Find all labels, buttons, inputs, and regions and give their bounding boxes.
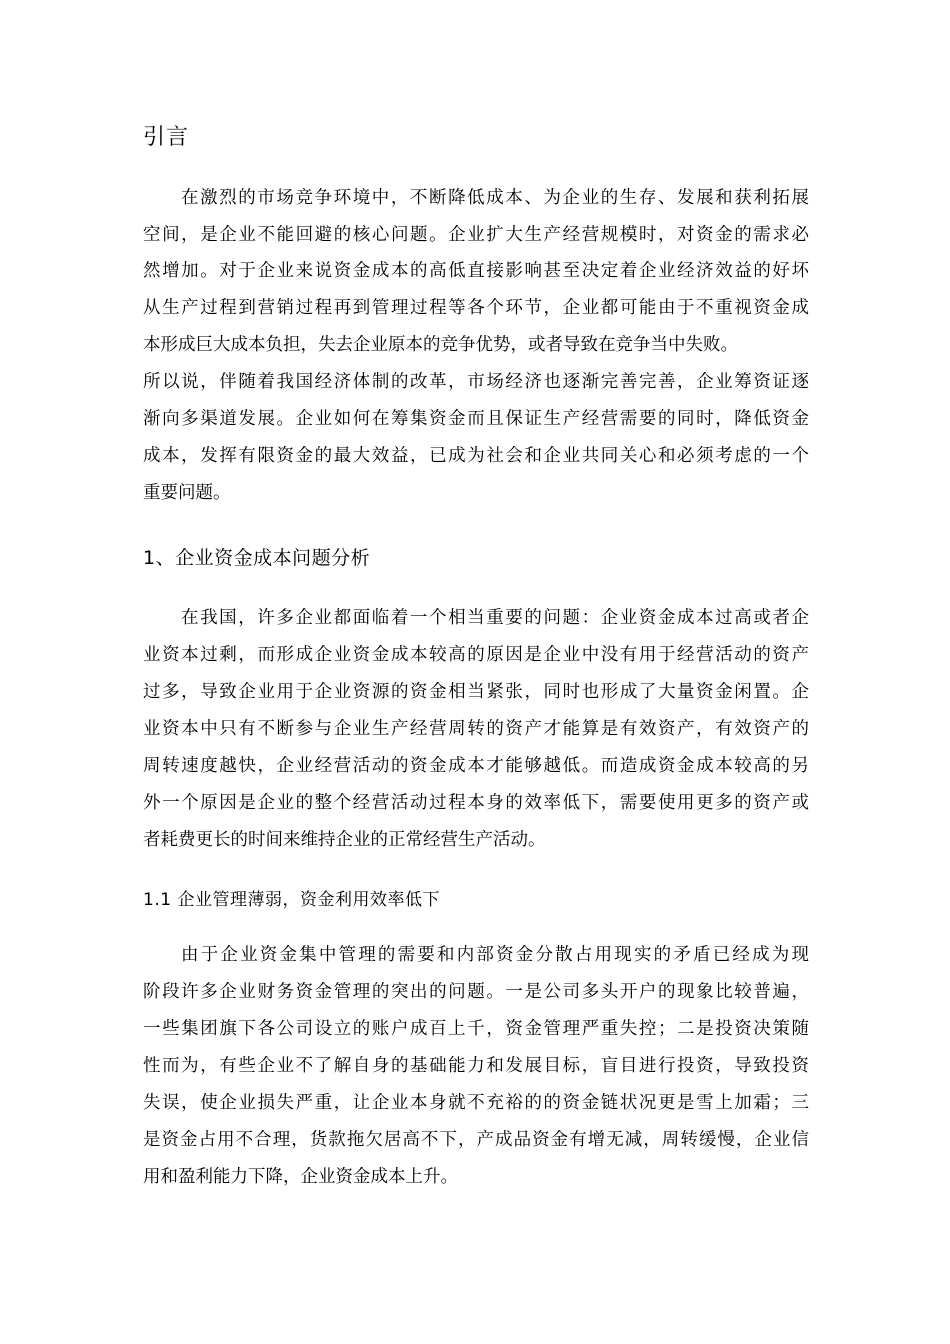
section-1-line: 业资本中只有不断参与企业生产经营周转的资产才能算是有效资产，有效资产的 xyxy=(143,719,809,739)
intro-line: 重要问题。 xyxy=(143,483,231,503)
section-1-1-line: 失误，使企业损失严重，让企业本身就不充裕的的资金链状况更是雪上加霜；三 xyxy=(143,1093,809,1113)
section-1-line: 者耗费更长的时间来维持企业的正常经营生产活动。 xyxy=(143,830,546,850)
intro-line: 成本，发挥有限资金的最大效益，已成为社会和企业共同关心和必须考虑的一个 xyxy=(143,446,809,466)
intro-line: 所以说，伴随着我国经济体制的改革，市场经济也逐渐完善完善，企业筹资证逐 xyxy=(143,372,809,392)
section-1-1-line: 阶段许多企业财务资金管理的突出的问题。一是公司多头开户的现象比较普遍， xyxy=(143,982,809,1002)
intro-heading: 引言 xyxy=(143,125,190,150)
intro-line: 渐向多渠道发展。企业如何在筹集资金而且保证生产经营需要的同时，降低资金 xyxy=(143,409,809,429)
section-1-1-line: 用和盈利能力下降，企业资金成本上升。 xyxy=(143,1167,458,1187)
intro-line: 从生产过程到营销过程再到管理过程等各个环节，企业都可能由于不重视资金成 xyxy=(143,298,809,318)
section-1-1-line: 由于企业资金集中管理的需要和内部资金分散占用现实的矛盾已经成为现 xyxy=(181,945,809,965)
section-1-line: 在我国，许多企业都面临着一个相当重要的问题：企业资金成本过高或者企 xyxy=(181,608,809,628)
section-1-1-line: 是资金占用不合理，货款拖欠居高不下，产成品资金有增无减，周转缓慢，企业信 xyxy=(143,1130,809,1150)
section-1-heading: 1、企业资金成本问题分析 xyxy=(143,547,371,569)
section-1-line: 业资本过剩，而形成企业资金成本较高的原因是企业中没有用于经营活动的资产 xyxy=(143,645,809,665)
section-1-1-line: 一些集团旗下各公司设立的账户成百上千，资金管理严重失控；二是投资决策随 xyxy=(143,1019,809,1039)
intro-line: 空间，是企业不能回避的核心问题。企业扩大生产经营规模时，对资金的需求必 xyxy=(143,225,809,245)
section-1-line: 外一个原因是企业的整个经营活动过程本身的效率低下，需要使用更多的资产或 xyxy=(143,793,809,813)
section-1-1-heading: 1.1 企业管理薄弱，资金利用效率低下 xyxy=(143,890,440,910)
section-1-line: 周转速度越快，企业经营活动的资金成本才能够越低。而造成资金成本较高的另 xyxy=(143,756,809,776)
section-1-line: 过多，导致企业用于企业资源的资金相当紧张，同时也形成了大量资金闲置。企 xyxy=(143,682,809,702)
intro-line: 在激烈的市场竞争环境中，不断降低成本、为企业的生存、发展和获利拓展 xyxy=(181,188,809,208)
section-1-1-line: 性而为，有些企业不了解自身的基础能力和发展目标，盲目进行投资，导致投资 xyxy=(143,1056,809,1076)
intro-line: 然增加。对于企业来说资金成本的高低直接影响甚至决定着企业经济效益的好坏 xyxy=(143,261,809,281)
intro-line: 本形成巨大成本负担，失去企业原本的竞争优势，或者导致在竞争当中失败。 xyxy=(143,335,738,355)
